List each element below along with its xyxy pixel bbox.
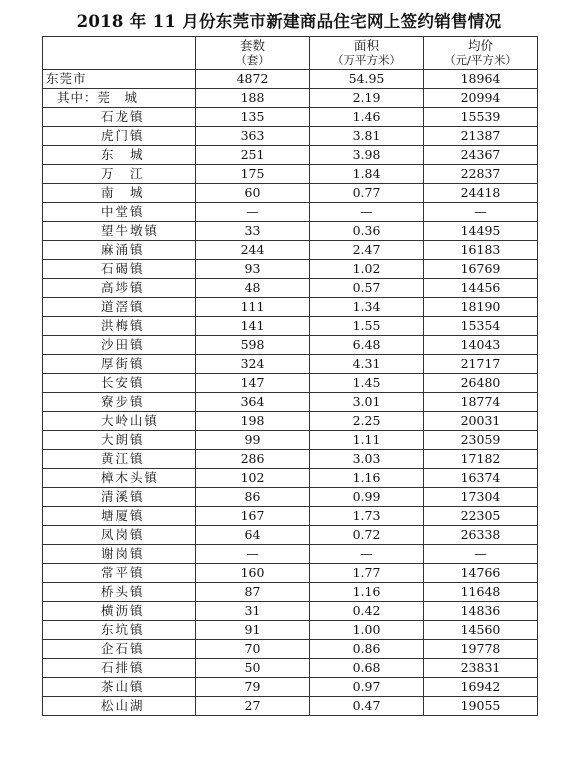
area-cell: 1.02 [310,260,424,279]
price-cell: 26338 [424,526,538,545]
table-row [43,89,538,108]
price-cell: 19778 [424,640,538,659]
table-row [43,412,538,431]
region-name-cell: 凤岗镇 [43,526,196,545]
region-name-cell: 厚街镇 [43,355,196,374]
price-cell: 22837 [424,165,538,184]
region-name-cell: 万 江 [43,165,196,184]
price-cell: 26480 [424,374,538,393]
area-cell: 0.72 [310,526,424,545]
area-cell: 1.34 [310,298,424,317]
units-cell: 363 [196,127,310,146]
sales-table [42,36,538,716]
region-name-cell: 樟木头镇 [43,469,196,488]
area-cell: 1.16 [310,583,424,602]
area-cell: 1.77 [310,564,424,583]
area-cell: 3.81 [310,127,424,146]
units-cell: 598 [196,336,310,355]
units-cell: 147 [196,374,310,393]
table-body [43,70,538,716]
region-name-cell: 常平镇 [43,564,196,583]
header-area-unit: （万平方米） [332,53,401,67]
area-cell: 1.73 [310,507,424,526]
table-row [43,127,538,146]
price-cell: — [424,203,538,222]
price-cell: 15354 [424,317,538,336]
units-cell: 251 [196,146,310,165]
area-cell: 0.42 [310,602,424,621]
price-cell: 14456 [424,279,538,298]
area-cell: 0.77 [310,184,424,203]
table-row [43,146,538,165]
table-row [43,602,538,621]
table-row [43,70,538,89]
area-cell: 1.00 [310,621,424,640]
region-name-cell: 茶山镇 [43,678,196,697]
price-cell: 20994 [424,89,538,108]
price-cell: 11648 [424,583,538,602]
units-cell: 160 [196,564,310,583]
units-cell: 198 [196,412,310,431]
header-price [424,37,538,70]
area-cell: 3.98 [310,146,424,165]
header-region [43,37,196,70]
table-row [43,393,538,412]
region-name-cell: 望牛墩镇 [43,222,196,241]
region-name-cell: 横沥镇 [43,602,196,621]
table-row [43,583,538,602]
region-name-cell: 松山湖 [43,697,196,716]
price-cell: 15539 [424,108,538,127]
table-row [43,355,538,374]
table-row [43,469,538,488]
units-cell: 33 [196,222,310,241]
units-cell: 31 [196,602,310,621]
units-cell: 364 [196,393,310,412]
table-row [43,678,538,697]
units-cell: 286 [196,450,310,469]
region-name-cell: 麻涌镇 [43,241,196,260]
region-name-cell: 清溪镇 [43,488,196,507]
units-cell: 4872 [196,70,310,89]
region-name-cell: 道滘镇 [43,298,196,317]
area-cell: 0.99 [310,488,424,507]
units-cell: 79 [196,678,310,697]
region-name-cell: 石排镇 [43,659,196,678]
price-cell: 14766 [424,564,538,583]
region-name-cell: 谢岗镇 [43,545,196,564]
header-area [310,37,424,70]
header-units-unit: （套） [235,53,270,67]
area-cell: 6.48 [310,336,424,355]
table-row [43,203,538,222]
region-name-cell: 中堂镇 [43,203,196,222]
region-name-cell: 黄江镇 [43,450,196,469]
area-cell: 3.01 [310,393,424,412]
area-cell: 0.57 [310,279,424,298]
area-cell: 1.16 [310,469,424,488]
price-cell: 24418 [424,184,538,203]
region-name-cell: 洪梅镇 [43,317,196,336]
area-cell: 1.45 [310,374,424,393]
region-name-cell: 塘厦镇 [43,507,196,526]
area-cell: — [310,545,424,564]
table-row [43,108,538,127]
region-name-cell: 其中：莞 城 [43,89,196,108]
table-row [43,222,538,241]
price-cell: 14560 [424,621,538,640]
area-cell: 0.47 [310,697,424,716]
units-cell: 167 [196,507,310,526]
header-price-unit: （元/平方米） [444,53,517,67]
area-cell: 2.19 [310,89,424,108]
units-cell: 135 [196,108,310,127]
units-cell: 60 [196,184,310,203]
table-row [43,317,538,336]
table-row [43,526,538,545]
header-units [196,37,310,70]
area-cell: 3.03 [310,450,424,469]
region-name-cell: 大朗镇 [43,431,196,450]
units-cell: 86 [196,488,310,507]
table-row [43,697,538,716]
price-cell: 21717 [424,355,538,374]
units-cell: 87 [196,583,310,602]
table-row [43,507,538,526]
table-row [43,298,538,317]
region-name-cell: 东坑镇 [43,621,196,640]
region-name-cell: 企石镇 [43,640,196,659]
price-cell: 21387 [424,127,538,146]
table-row [43,279,538,298]
price-cell: 20031 [424,412,538,431]
area-cell: 54.95 [310,70,424,89]
region-name-cell: 石龙镇 [43,108,196,127]
units-cell: 93 [196,260,310,279]
region-name-cell: 寮步镇 [43,393,196,412]
area-cell: 0.86 [310,640,424,659]
table-row [43,450,538,469]
price-cell: 18190 [424,298,538,317]
price-cell: 16942 [424,678,538,697]
table-row [43,260,538,279]
price-cell: 24367 [424,146,538,165]
region-name-cell: 大岭山镇 [43,412,196,431]
price-cell: 23831 [424,659,538,678]
price-cell: 16769 [424,260,538,279]
price-cell: 18774 [424,393,538,412]
area-cell: 1.46 [310,108,424,127]
units-cell: 99 [196,431,310,450]
region-name-cell: 东 城 [43,146,196,165]
table-row [43,640,538,659]
region-name-cell: 南 城 [43,184,196,203]
area-cell: 1.11 [310,431,424,450]
region-name-cell: 桥头镇 [43,583,196,602]
area-cell: 1.55 [310,317,424,336]
table-row [43,165,538,184]
units-cell: 188 [196,89,310,108]
region-name-cell: 东莞市 [43,70,196,89]
units-cell: — [196,545,310,564]
table-row [43,374,538,393]
units-cell: 244 [196,241,310,260]
price-cell: 18964 [424,70,538,89]
area-cell: 0.97 [310,678,424,697]
table-header [43,37,538,70]
header-price-label: 均价 [467,38,493,53]
region-name-cell: 石碣镇 [43,260,196,279]
table-row [43,431,538,450]
table-row [43,241,538,260]
units-cell: 111 [196,298,310,317]
units-cell: 102 [196,469,310,488]
units-cell: 27 [196,697,310,716]
header-area-label: 面积 [353,38,379,53]
area-cell: — [310,203,424,222]
region-name-cell: 沙田镇 [43,336,196,355]
units-cell: 91 [196,621,310,640]
table-row [43,621,538,640]
units-cell: 50 [196,659,310,678]
price-cell: 17304 [424,488,538,507]
price-cell: 14043 [424,336,538,355]
region-name-cell: 高埗镇 [43,279,196,298]
units-cell: 64 [196,526,310,545]
area-cell: 1.84 [310,165,424,184]
units-cell: 48 [196,279,310,298]
price-cell: 16374 [424,469,538,488]
price-cell: 23059 [424,431,538,450]
price-cell: — [424,545,538,564]
units-cell: 141 [196,317,310,336]
units-cell: — [196,203,310,222]
price-cell: 16183 [424,241,538,260]
area-cell: 0.68 [310,659,424,678]
table-row [43,564,538,583]
table-row [43,336,538,355]
region-name-cell: 长安镇 [43,374,196,393]
price-cell: 14836 [424,602,538,621]
price-cell: 19055 [424,697,538,716]
area-cell: 4.31 [310,355,424,374]
table-row [43,545,538,564]
table-row [43,184,538,203]
units-cell: 70 [196,640,310,659]
table-row [43,488,538,507]
units-cell: 175 [196,165,310,184]
header-units-label: 套数 [239,38,265,53]
table-row [43,659,538,678]
page-title: 2018 年 11 月份东莞市新建商品住宅网上签约销售情况 [76,12,502,31]
area-cell: 2.47 [310,241,424,260]
area-cell: 2.25 [310,412,424,431]
price-cell: 22305 [424,507,538,526]
price-cell: 17182 [424,450,538,469]
region-name-cell: 虎门镇 [43,127,196,146]
area-cell: 0.36 [310,222,424,241]
price-cell: 14495 [424,222,538,241]
units-cell: 324 [196,355,310,374]
